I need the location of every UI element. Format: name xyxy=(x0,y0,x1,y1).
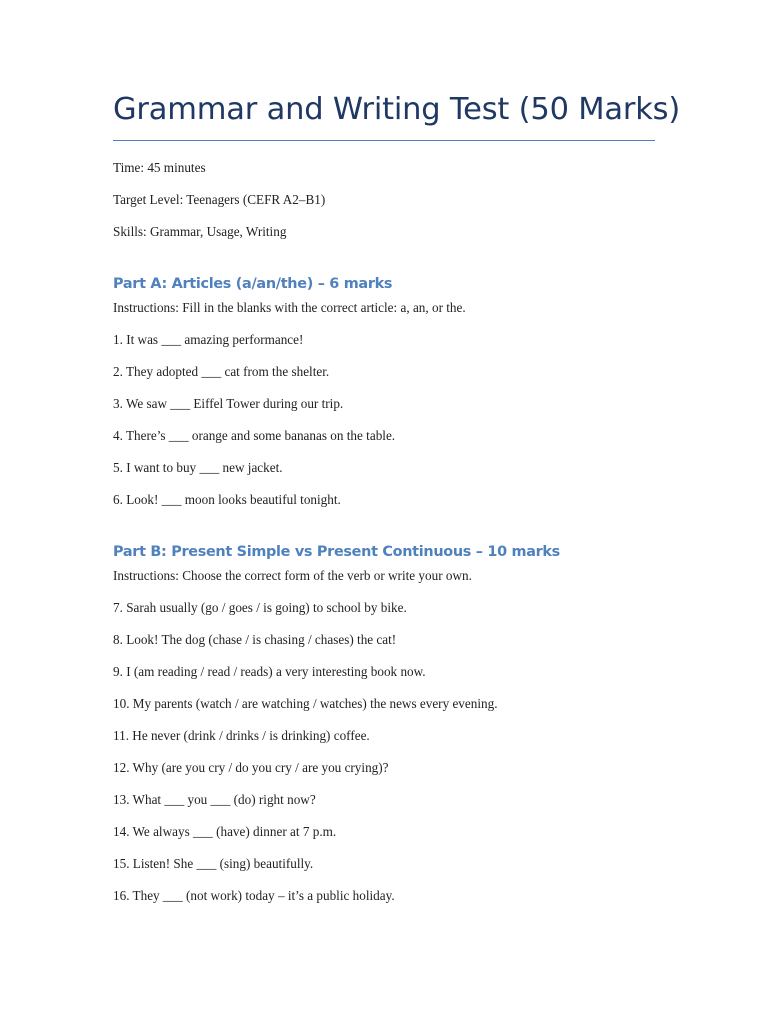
question-item: 16. They ___ (not work) today – it’s a public holiday. xyxy=(113,888,395,903)
part-a-instructions: Instructions: Fill in the blanks with the correct article: a, an, or the. xyxy=(113,300,466,315)
question-item: 2. They adopted ___ cat from the shelter. xyxy=(113,364,330,379)
question-item: 3. We saw ___ Eiffel Tower during our trip. xyxy=(113,396,344,411)
question-item: 8. Look! The dog (chase / is chasing / chases) the cat! xyxy=(113,632,397,647)
part-b-heading: Part B: Present Simple vs Present Continuous – 10 marks xyxy=(113,544,560,560)
document-title: Grammar and Writing Test (50 Marks) xyxy=(113,92,681,127)
question-item: 10. My parents (watch / are watching / watches) the news every evening. xyxy=(113,696,498,711)
question-item: 4. There’s ___ orange and some bananas on the table. xyxy=(113,428,396,443)
question-item: 7. Sarah usually (go / goes / is going) to school by bike. xyxy=(113,600,407,615)
time-info: Time: 45 minutes xyxy=(113,160,206,175)
question-item: 13. What ___ you ___ (do) right now? xyxy=(113,792,316,807)
skills-info: Skills: Grammar, Usage, Writing xyxy=(113,224,287,239)
question-item: 11. He never (drink / drinks / is drinking) coffee. xyxy=(113,728,370,743)
target-level-info: Target Level: Teenagers (CEFR A2–B1) xyxy=(113,192,326,207)
question-item: 9. I (am reading / read / reads) a very interesting book now. xyxy=(113,664,426,679)
question-item: 5. I want to buy ___ new jacket. xyxy=(113,460,283,475)
question-item: 1. It was ___ amazing performance! xyxy=(113,332,304,347)
part-a-heading: Part A: Articles (a/an/the) – 6 marks xyxy=(113,276,393,292)
title-underline xyxy=(113,140,655,141)
question-item: 14. We always ___ (have) dinner at 7 p.m. xyxy=(113,824,337,839)
question-item: 12. Why (are you cry / do you cry / are you crying)? xyxy=(113,760,389,775)
question-item: 6. Look! ___ moon looks beautiful tonight. xyxy=(113,492,341,507)
part-b-instructions: Instructions: Choose the correct form of the verb or write your own. xyxy=(113,568,472,583)
question-item: 15. Listen! She ___ (sing) beautifully. xyxy=(113,856,314,871)
